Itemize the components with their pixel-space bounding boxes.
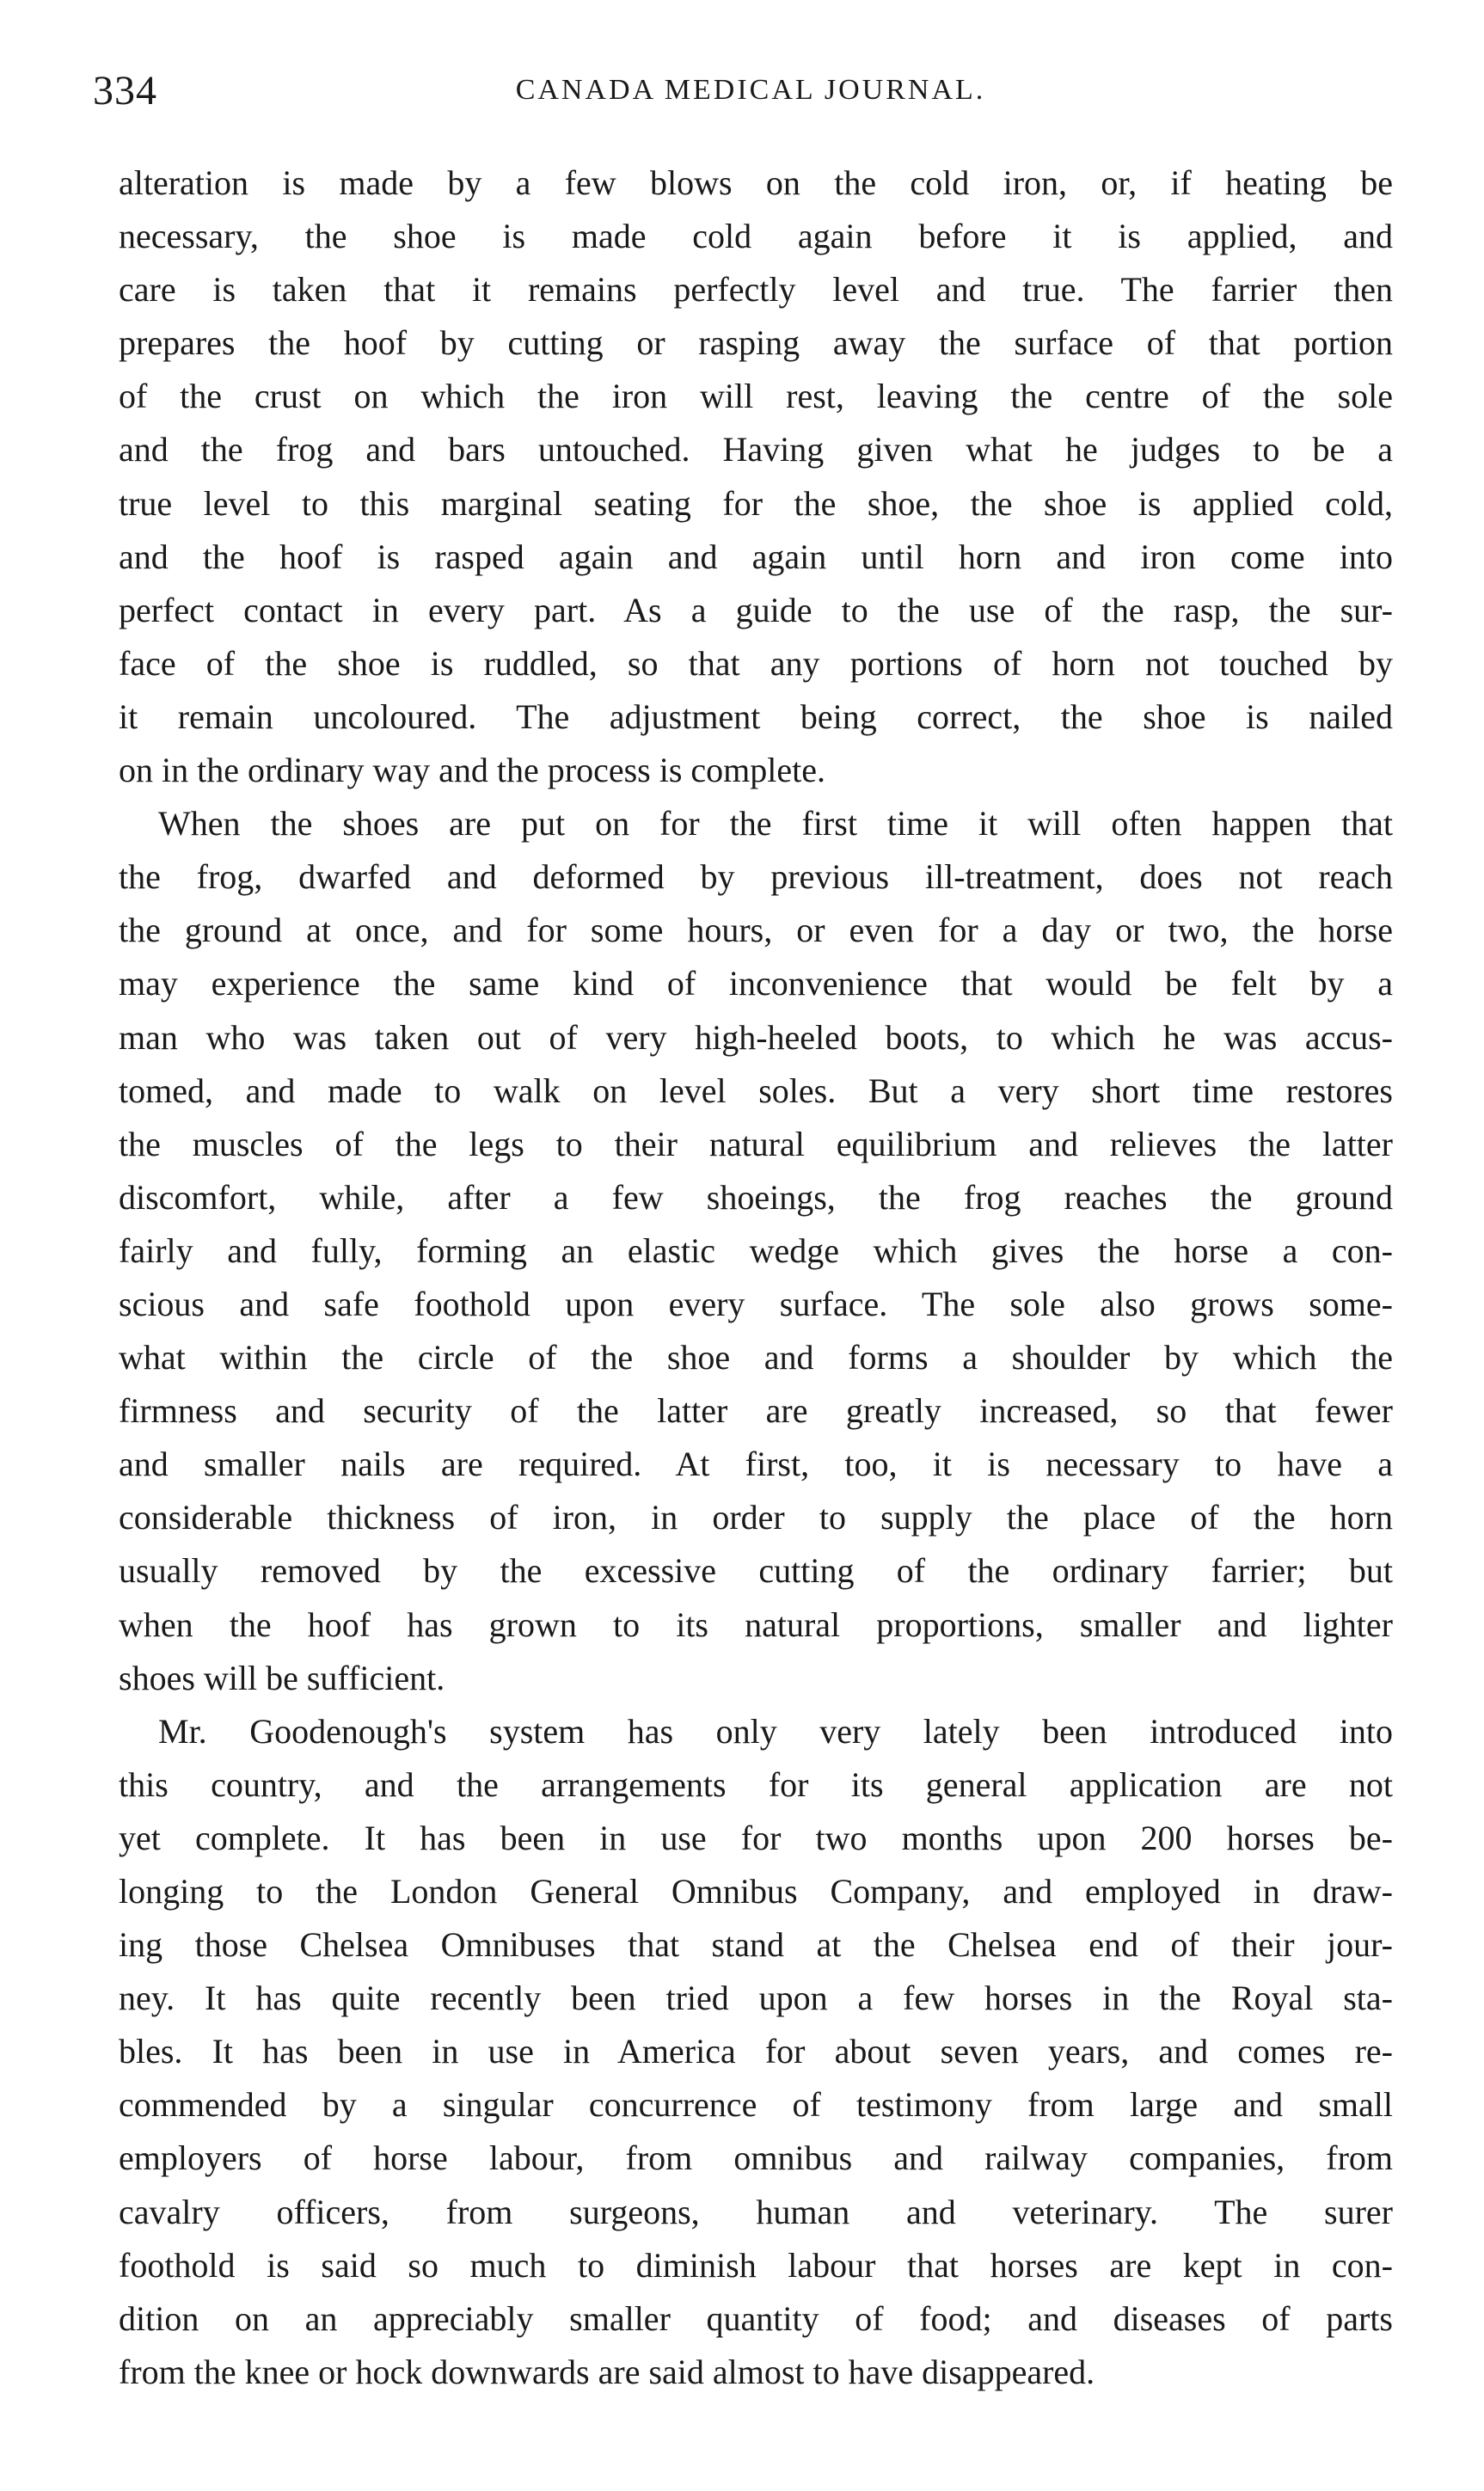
text-line: necessary, the shoe is made cold again before it is applied, and bbox=[119, 217, 1393, 256]
text-line: may experience the same kind of inconvenience that would be felt by a bbox=[119, 964, 1393, 1003]
text-line: longing to the London General Omnibus Company, and employed in draw- bbox=[119, 1872, 1393, 1911]
text-line: considerable thickness of iron, in order to supply the place of the horn bbox=[119, 1498, 1393, 1537]
paragraph-2 bbox=[119, 797, 1393, 1705]
text-line: discomfort, while, after a few shoeings, the frog reaches the ground bbox=[119, 1177, 1393, 1217]
text-line: true level to this marginal seating for the shoe, the shoe is applied cold, bbox=[119, 483, 1393, 523]
text-line: ney. It has quite recently been tried upon a few horses in the Royal sta- bbox=[119, 1979, 1393, 2018]
paragraph-1 bbox=[119, 156, 1393, 797]
text-line: tomed, and made to walk on level soles. But a very short time restores bbox=[119, 1071, 1393, 1110]
text-line: care is taken that it remains perfectly level and true. The farrier then bbox=[119, 270, 1393, 310]
text-line: fairly and fully, forming an elastic wedge which gives the horse a con- bbox=[119, 1230, 1393, 1270]
text-line: what within the circle of the shoe and forms a shoulder by which the bbox=[119, 1338, 1393, 1377]
text-line: and smaller nails are required. At first, too, it is necessary to have a bbox=[119, 1445, 1393, 1484]
text-line: bles. It has been in use in America for about seven years, and comes re- bbox=[119, 2032, 1393, 2071]
text-line: the muscles of the legs to their natural equilibrium and relieves the latter bbox=[119, 1124, 1393, 1163]
text-line: shoes will be sufficient. bbox=[119, 1658, 445, 1697]
paragraph-3 bbox=[119, 1705, 1393, 2399]
text-line: yet complete. It has been in use for two months upon 200 horses be- bbox=[119, 1818, 1393, 1857]
text-line: this country, and the arrangements for its general application are not bbox=[119, 1764, 1393, 1804]
text-line: it remain uncoloured. The adjustment being correct, the shoe is nailed bbox=[119, 696, 1393, 736]
text-line: face of the shoe is ruddled, so that any portions of horn not touched by bbox=[119, 643, 1393, 683]
text-line: alteration is made by a few blows on the cold iron, or, if heating be bbox=[119, 163, 1393, 202]
text-line: scious and safe foothold upon every surface. The sole also grows some- bbox=[119, 1284, 1393, 1323]
text-line: of the crust on which the iron will rest, leaving the centre of the sole bbox=[119, 377, 1393, 416]
text-line: and the frog and bars untouched. Having given what he judges to be a bbox=[119, 430, 1393, 469]
text-line: man who was taken out of very high-heeled boots, to which he was accus- bbox=[119, 1017, 1393, 1057]
text-line: on in the ordinary way and the process is complete. bbox=[119, 751, 825, 790]
text-line: when the hoof has grown to its natural proportions, smaller and lighter bbox=[119, 1604, 1393, 1644]
text-line: ing those Chelsea Omnibuses that stand at the Chelsea end of their jour- bbox=[119, 1925, 1393, 1965]
text-line: Mr. Goodenough's system has only very lately been introduced into bbox=[158, 1711, 1393, 1751]
text-line: perfect contact in every part. As a guide to the use of the rasp, the sur- bbox=[119, 590, 1393, 629]
text-line: firmness and security of the latter are greatly increased, so that fewer bbox=[119, 1391, 1393, 1431]
text-line: the ground at once, and for some hours, or even for a day or two, the horse bbox=[119, 911, 1393, 950]
text-line: dition on an appreciably smaller quantity of food; and diseases of parts bbox=[119, 2298, 1393, 2338]
running-head: CANADA MEDICAL JOURNAL. bbox=[515, 74, 986, 106]
text-line: from the knee or hock downwards are said almost to have disappeared. bbox=[119, 2352, 1095, 2391]
text-line: cavalry officers, from surgeons, human and veterinary. The surer bbox=[119, 2192, 1393, 2231]
page-number: 334 bbox=[93, 68, 157, 114]
page-header bbox=[93, 67, 1408, 119]
text-line: employers of horse labour, from omnibus and railway companies, from bbox=[119, 2138, 1393, 2178]
text-line: usually removed by the excessive cutting of the ordinary farrier; but bbox=[119, 1551, 1393, 1591]
text-line: foothold is said so much to diminish labour that horses are kept in con- bbox=[119, 2245, 1393, 2285]
body-text bbox=[119, 156, 1393, 2399]
text-line: and the hoof is rasped again and again until horn and iron come into bbox=[119, 537, 1393, 576]
text-line: the frog, dwarfed and deformed by previous ill-treatment, does not reach bbox=[119, 857, 1393, 897]
text-line: commended by a singular concurrence of testimony from large and small bbox=[119, 2085, 1393, 2125]
text-line: When the shoes are put on for the first time it will often happen that bbox=[158, 804, 1393, 844]
text-line: prepares the hoof by cutting or rasping away the surface of that portion bbox=[119, 323, 1393, 363]
